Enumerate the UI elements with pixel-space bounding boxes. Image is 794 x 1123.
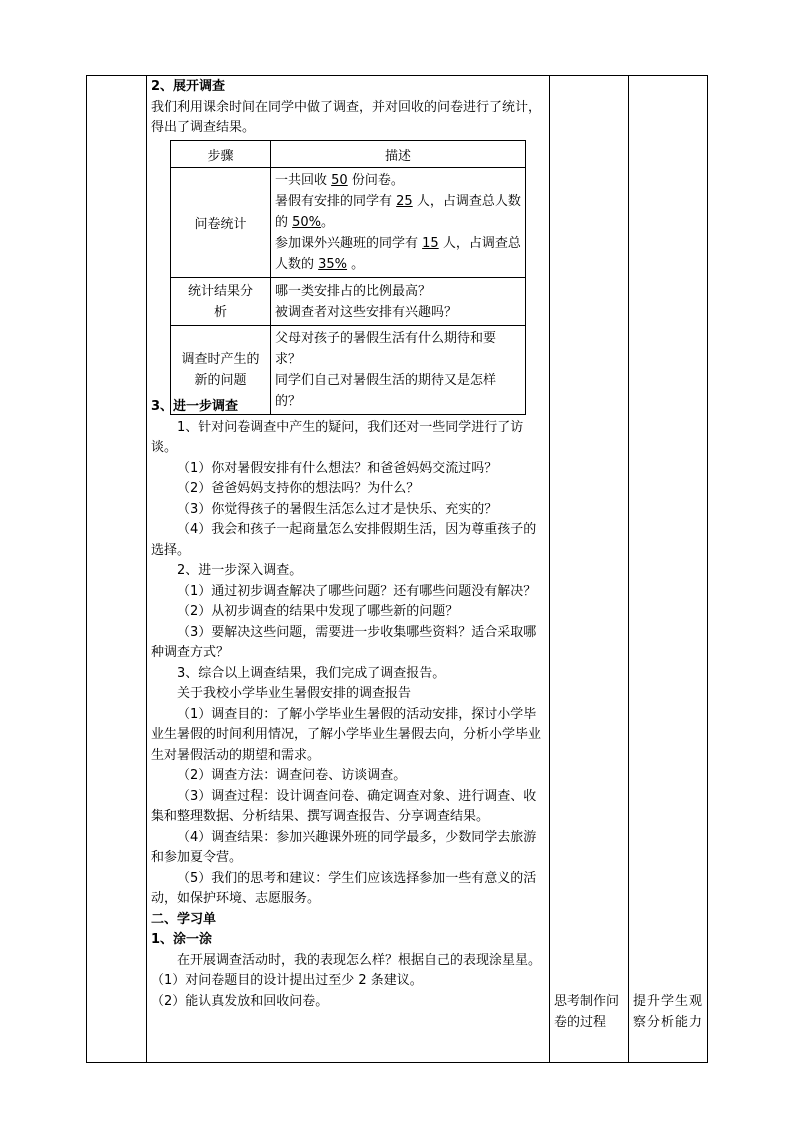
section-heading: 二、学习单 — [151, 911, 217, 927]
deep-question: （3）要解决这些问题，需要进一步收集哪些资料？适合采取哪种调查方式？ — [151, 624, 537, 660]
table-border-top — [86, 75, 708, 76]
interview-question: （1）你对暑假安排有什么想法？和爸爸妈妈交流过吗？ — [177, 460, 498, 476]
table-border-right — [707, 75, 708, 1063]
row-label-questionnaire: 问卷统计 — [171, 168, 271, 278]
sub-heading: 1、涂一涂 — [151, 932, 213, 947]
report-item: （5）我们的思考和建议：学生们应该选择参加一些有意义的活动，如保护环境、志愿服务。 — [151, 870, 537, 906]
main-content-continued — [151, 397, 545, 1012]
section-heading: 3、进一步调查 — [151, 399, 239, 414]
paragraph: 在开展调查活动时，我的表现怎么样？根据自己的表现涂星星。 — [177, 952, 542, 968]
report-item: （4）调查结果：参加兴趣课外班的同学最多，少数同学去旅游和参加夏令营。 — [151, 829, 537, 865]
survey-table — [170, 140, 526, 415]
value-arranged: 25 — [396, 194, 413, 209]
value-interest-pct: 35% — [318, 257, 348, 272]
stat-line: 暑假有安排的同学有 25 人，占调查总人数的 50%。 — [275, 194, 521, 230]
table-header-description: 描述 — [271, 141, 526, 168]
main-content — [151, 77, 545, 139]
table-border-col2 — [549, 75, 550, 1063]
row-content-new-questions: 父母对孩子的暑假生活有什么期待和要求？ 同学们自己对暑假生活的期待又是怎样的？ — [271, 326, 526, 415]
checklist-item: （1）对问卷题目的设计提出过至少 2 条建议。 — [151, 973, 423, 988]
stat-line: 参加课外兴趣班的同学有 15 人，占调查总人数的 35% 。 — [275, 236, 521, 272]
interview-question: （4）我会和孩子一起商量怎么安排假期生活，因为尊重孩子的选择。 — [151, 522, 537, 558]
report-item: （3）调查过程：设计调查问卷、确定调查对象、进行调查、收集和整理数据、分析结果、撰写调查报告、分享调查结果。 — [151, 788, 537, 824]
stat-line: 一共回收 50 份问卷。 — [275, 173, 404, 188]
interview-question: （2）爸爸妈妈支持你的想法吗？为什么？ — [177, 481, 420, 496]
report-item: （2）调查方法：调查问卷、访谈调查。 — [177, 768, 407, 783]
row-label-analysis: 统计结果分析 — [171, 278, 271, 326]
paragraph: 1、针对问卷调查中产生的疑问，我们还对一些同学进行了访谈。 — [151, 419, 524, 455]
deep-question: （1）通过初步调查解决了哪些问题？还有哪些问题没有解决？ — [177, 583, 537, 599]
table-border-left — [86, 75, 87, 1063]
table-border-col3 — [628, 75, 629, 1063]
paragraph: 我们利用课余时间在同学中做了调查，并对回收的问卷进行了统计，得出了调查结果。 — [151, 99, 542, 135]
value-total: 50 — [331, 173, 348, 188]
interview-question: （3）你觉得孩子的暑假生活怎么过才是快乐、充实的？ — [177, 501, 498, 517]
row-content-analysis: 哪一类安排占的比例最高？ 被调查者对这些安排有兴趣吗？ — [271, 278, 526, 326]
section-heading: 2、展开调查 — [151, 79, 226, 94]
table-border-col1 — [146, 75, 147, 1063]
row-label-new-questions: 调查时产生的新的问题 — [171, 326, 271, 415]
value-interest-class: 15 — [422, 236, 439, 251]
checklist-item: （2）能认真发放和回收问卷。 — [151, 993, 329, 1009]
deep-question: （2）从初步调查的结果中发现了哪些新的问题？ — [177, 604, 459, 619]
table-border-bottom — [86, 1062, 708, 1063]
row-content-questionnaire — [271, 168, 526, 278]
paragraph: 2、进一步深入调查。 — [177, 563, 303, 578]
activity-cell: 思考制作问卷的过程 — [554, 994, 620, 1030]
table-header-step: 步骤 — [171, 141, 271, 168]
paragraph: 3、综合以上调查结果，我们完成了调查报告。 — [177, 665, 446, 681]
report-title: 关于我校小学毕业生暑假安排的调查报告 — [177, 686, 412, 701]
report-item: （1）调查目的：了解小学毕业生暑假的活动安排，探讨小学毕业生暑假的时间利用情况，了解小学毕业生暑假去向，分析小学毕业生对暑假活动的期望和需求。 — [151, 706, 542, 763]
value-arranged-pct: 50% — [292, 215, 322, 230]
purpose-cell: 提升学生观察分析能力 — [633, 994, 704, 1030]
